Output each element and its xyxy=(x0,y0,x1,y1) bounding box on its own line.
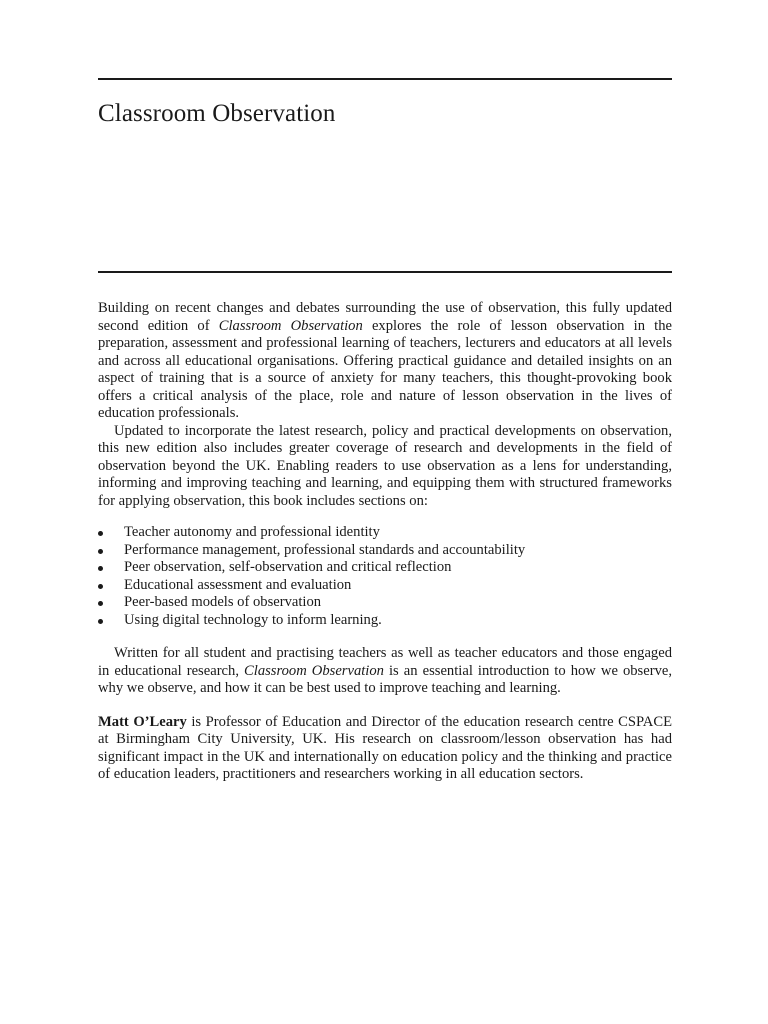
updated-paragraph: Updated to incorporate the latest research, policy and practical developments on observation, this new edition also includes greater coverage of research and developments in the field of observation beyond the UK. Enabling readers to use observation as a lens for understanding, informing and improving teaching and learning, and equipping them with structured frameworks for applying observation, this book includes sections on: xyxy=(98,422,672,509)
bullet-icon xyxy=(98,531,103,536)
bullet-icon xyxy=(98,566,103,571)
list-item: Teacher autonomy and professional identity xyxy=(98,524,672,542)
book-title-italic: Classroom Observation xyxy=(244,662,384,679)
book-title: Classroom Observation xyxy=(98,100,336,127)
audience-paragraph: Written for all student and practising teachers as well as teacher educators and those engaged in educational research, Classroom Observation is an essential introduction to how we observe, why we observe, and how it can be best used to improve teaching and learning. xyxy=(98,645,673,696)
bullet-icon xyxy=(98,619,103,624)
blurb-body xyxy=(98,300,672,784)
intro-paragraph: Building on recent changes and debates surrounding the use of observation, this fully updated second edition of Classroom Observation explores the role of lesson observation in the preparation, assessment and professional learning of teachers, lecturers and educators at all levels and across all educational organisations. Offering practical guidance and detailed insights on an aspect of training that is a source of anxiety for many teachers, this thought-provoking book offers a critical analysis of the place, role and nature of lesson observation in the lives of education professionals. xyxy=(98,300,673,421)
sections-list xyxy=(98,524,672,629)
bullet-icon xyxy=(98,549,103,554)
author-name: Matt O’Leary xyxy=(98,713,187,730)
author-bio-paragraph: Matt O’Leary is Professor of Education and Director of the education research centre CSPACE at Birmingham City University, UK. His research on classroom/lesson observation has had significant impact in the UK and internationally on education policy and the thinking and practice of education leaders, practitioners and researchers working in all education sectors. xyxy=(98,713,672,782)
top-rule xyxy=(98,78,672,80)
bullet-icon xyxy=(98,584,103,589)
bottom-rule xyxy=(98,271,672,273)
bullet-icon xyxy=(98,601,103,606)
list-item: Peer-based models of observation xyxy=(98,594,672,612)
list-item: Using digital technology to inform learning. xyxy=(98,612,672,630)
list-item: Educational assessment and evaluation xyxy=(98,577,672,595)
book-title-italic: Classroom Observation xyxy=(218,317,363,334)
list-item: Performance management, professional standards and accountability xyxy=(98,542,672,560)
list-item: Peer observation, self-observation and critical reflection xyxy=(98,559,672,577)
